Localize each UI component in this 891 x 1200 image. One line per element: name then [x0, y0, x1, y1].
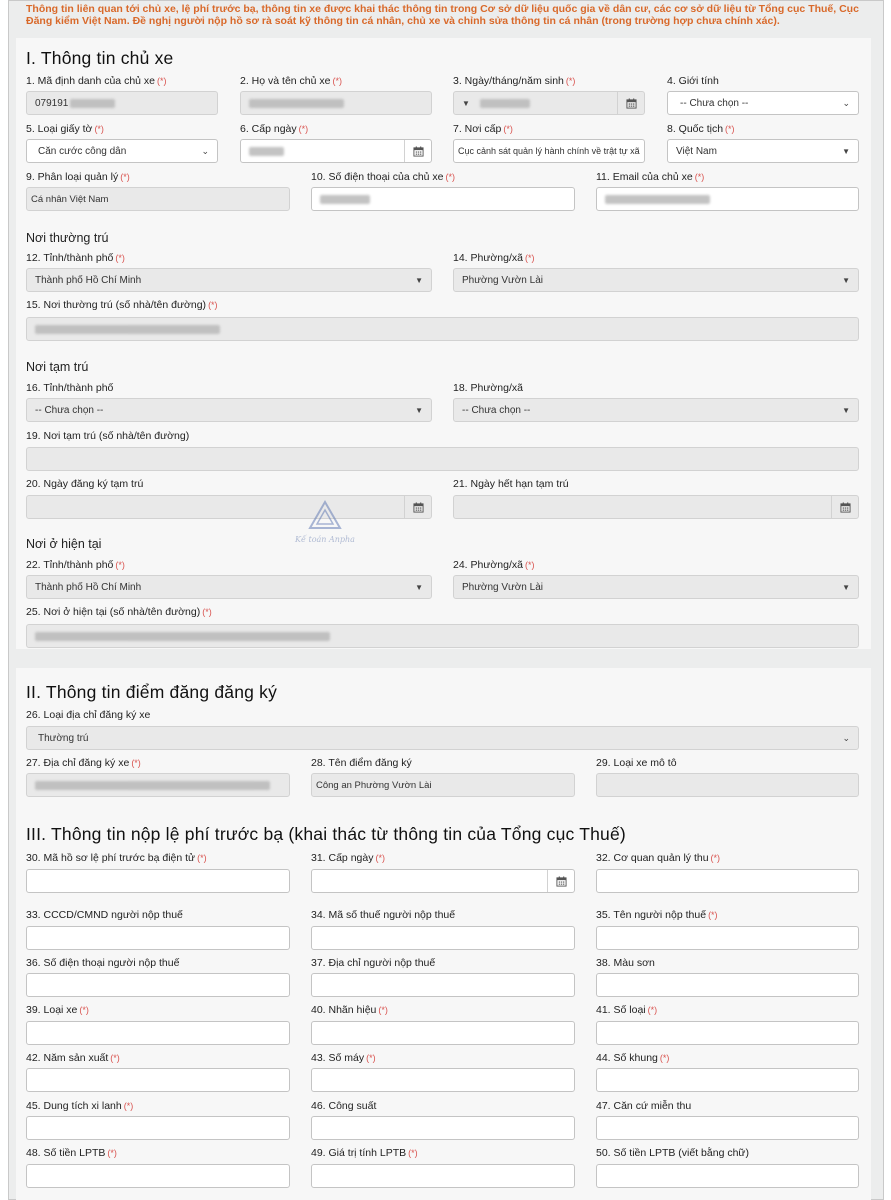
chassis-number-input[interactable] — [596, 1068, 859, 1092]
field-28-label: 28. Tên điểm đăng ký — [311, 757, 412, 769]
temporary-address-input[interactable] — [26, 447, 859, 471]
field-10-label: 10. Số điện thoại của chủ xe (*) — [311, 171, 456, 183]
field-5-label: 5. Loại giấy tờ (*) — [26, 123, 104, 135]
field-30-label: 30. Mã hồ sơ lệ phí trước bạ điện tử (*) — [26, 852, 207, 864]
registration-address-input[interactable] — [26, 773, 290, 797]
field-6-label: 6. Cấp ngày (*) — [240, 123, 309, 135]
owner-email-input[interactable] — [596, 187, 859, 211]
paint-color-input[interactable] — [596, 973, 859, 997]
calendar-icon[interactable] — [404, 140, 431, 162]
birth-date-input[interactable] — [453, 91, 645, 115]
field-36-label: 36. Số điện thoại người nộp thuế — [26, 957, 180, 969]
taxpayer-id-input[interactable] — [26, 926, 290, 950]
section-fee-title: III. Thông tin nộp lệ phí trước bạ (khai thác từ thông tin của Tổng cục Thuế) — [26, 824, 626, 844]
field-38-label: 38. Màu sơn — [596, 957, 655, 969]
field-25-label: 25. Nơi ở hiện tại (số nhà/tên đường) (*) — [26, 606, 212, 618]
redacted-value — [35, 781, 270, 790]
field-24-label: 24. Phường/xã (*) — [453, 559, 535, 571]
gender-select[interactable]: -- Chưa chọn -- ⌄ — [667, 91, 859, 115]
manufacture-year-input[interactable] — [26, 1068, 290, 1092]
issue-date-input[interactable] — [240, 139, 432, 163]
temporary-reg-date-input[interactable] — [26, 495, 432, 519]
field-29-label: 29. Loại xe mô tô — [596, 757, 677, 769]
caret-down-icon: ▼ — [415, 406, 423, 415]
document-type-select[interactable]: Căn cước công dân ⌄ — [26, 139, 218, 163]
field-21-label: 21. Ngày hết hạn tạm trú — [453, 478, 569, 490]
fee-issue-date-input[interactable] — [311, 869, 575, 893]
caret-down-icon: ▼ — [842, 276, 850, 285]
field-44-label: 44. Số khung (*) — [596, 1052, 670, 1064]
current-province-select[interactable]: Thành phố Hồ Chí Minh ▼ — [26, 575, 432, 599]
temporary-residence-heading: Nơi tạm trú — [26, 360, 89, 374]
field-32-label: 32. Cơ quan quản lý thu (*) — [596, 852, 721, 864]
current-residence-heading: Nơi ở hiện tại — [26, 537, 102, 551]
calendar-icon[interactable] — [617, 92, 644, 114]
field-19-label: 19. Nơi tạm trú (số nhà/tên đường) — [26, 430, 190, 442]
brand-input[interactable] — [311, 1021, 575, 1045]
redacted-value — [249, 99, 344, 108]
field-8-label: 8. Quốc tịch (*) — [667, 123, 735, 135]
owner-info-panel — [16, 38, 871, 649]
field-31-label: 31. Cấp ngày (*) — [311, 852, 385, 864]
field-27-label: 27. Địa chỉ đăng ký xe (*) — [26, 757, 141, 769]
caret-down-icon: ▼ — [842, 583, 850, 592]
field-39-label: 39. Loại xe (*) — [26, 1004, 89, 1016]
current-address-input[interactable] — [26, 624, 859, 648]
field-12-label: 12. Tỉnh/thành phố (*) — [26, 252, 125, 264]
field-7-label: 7. Nơi cấp (*) — [453, 123, 513, 135]
field-33-label: 33. CCCD/CMND người nộp thuế — [26, 909, 183, 921]
field-49-label: 49. Giá trị tính LPTB (*) — [311, 1147, 418, 1159]
redacted-value — [249, 147, 284, 156]
owner-id-input[interactable]: 079191 — [26, 91, 218, 115]
redacted-value — [35, 325, 220, 334]
calendar-icon[interactable] — [404, 496, 431, 518]
field-14-label: 14. Phường/xã (*) — [453, 252, 535, 264]
field-15-label: 15. Nơi thường trú (số nhà/tên đường) (*) — [26, 299, 218, 311]
model-number-input[interactable] — [596, 1021, 859, 1045]
redacted-value — [605, 195, 710, 204]
taxpayer-tax-code-input[interactable] — [311, 926, 575, 950]
field-4-label: 4. Giới tính — [667, 75, 719, 87]
section-owner-title: I. Thông tin chủ xe — [26, 48, 174, 68]
field-9-label: 9. Phân loại quản lý (*) — [26, 171, 130, 183]
field-16-label: 16. Tỉnh/thành phố — [26, 382, 114, 394]
field-40-label: 40. Nhãn hiệu (*) — [311, 1004, 388, 1016]
fee-base-value-input[interactable] — [311, 1164, 575, 1188]
permanent-ward-select[interactable]: Phường Vườn Lài ▼ — [453, 268, 859, 292]
temporary-province-select[interactable]: -- Chưa chọn -- ▼ — [26, 398, 432, 422]
field-50-label: 50. Số tiền LPTB (viết bằng chữ) — [596, 1147, 749, 1159]
field-1-label: 1. Mã định danh của chủ xe (*) — [26, 75, 167, 87]
motorbike-type-input[interactable] — [596, 773, 859, 797]
field-41-label: 41. Số loại (*) — [596, 1004, 658, 1016]
calendar-icon[interactable] — [831, 496, 858, 518]
fee-file-code-input[interactable] — [26, 869, 290, 893]
redacted-value — [70, 99, 115, 108]
registration-point-input[interactable]: Công an Phường Vườn Lài — [311, 773, 575, 797]
caret-down-icon: ▼ — [842, 406, 850, 415]
notice-text: Thông tin liên quan tới chủ xe, lệ phí trước bạ, thông tin xe được khai thác thông tin trong Cơ sở dữ liệu quốc gia về dân cư, các cơ sở dữ liệu từ Tổng cục Thuế, Cục Đăng kiểm Việt Nam. Đề nghị người nộp hồ sơ rà soát kỹ thông tin cá nhân, chủ xe và chỉnh sửa thông tin cá nhân (trong trường hợp chưa chính xác). — [26, 3, 859, 27]
field-35-label: 35. Tên người nộp thuế (*) — [596, 909, 718, 921]
temporary-ward-select[interactable]: -- Chưa chọn -- ▼ — [453, 398, 859, 422]
permanent-address-input[interactable] — [26, 317, 859, 341]
issue-place-input[interactable]: Cục cảnh sát quản lý hành chính về trật tự xã — [453, 139, 645, 163]
fee-amount-input[interactable] — [26, 1164, 290, 1188]
current-ward-select[interactable]: Phường Vườn Lài ▼ — [453, 575, 859, 599]
field-3-label: 3. Ngày/tháng/năm sinh (*) — [453, 75, 576, 87]
caret-down-icon: ▼ — [462, 98, 470, 108]
exemption-basis-input[interactable] — [596, 1116, 859, 1140]
taxpayer-address-input[interactable] — [311, 973, 575, 997]
field-20-label: 20. Ngày đăng ký tạm trú — [26, 478, 144, 490]
power-input[interactable] — [311, 1116, 575, 1140]
redacted-value — [480, 99, 530, 108]
chevron-down-icon: ⌄ — [842, 733, 850, 743]
anpha-watermark — [290, 500, 360, 544]
temporary-expiry-date-input[interactable] — [453, 495, 859, 519]
field-46-label: 46. Công suất — [311, 1100, 377, 1112]
caret-down-icon: ▼ — [415, 276, 423, 285]
permanent-residence-heading: Nơi thường trú — [26, 231, 109, 245]
field-22-label: 22. Tỉnh/thành phố (*) — [26, 559, 125, 571]
field-37-label: 37. Địa chỉ người nộp thuế — [311, 957, 436, 969]
owner-phone-input[interactable] — [311, 187, 575, 211]
address-type-select[interactable]: Thường trú ⌄ — [26, 726, 859, 750]
field-48-label: 48. Số tiền LPTB (*) — [26, 1147, 117, 1159]
taxpayer-phone-input[interactable] — [26, 973, 290, 997]
redacted-value — [320, 195, 370, 204]
chevron-down-icon: ⌄ — [842, 98, 850, 108]
fee-amount-words-input[interactable] — [596, 1164, 859, 1188]
permanent-province-select[interactable]: Thành phố Hồ Chí Minh ▼ — [26, 268, 432, 292]
nationality-select[interactable]: Việt Nam ▼ — [667, 139, 859, 163]
field-26-label: 26. Loại địa chỉ đăng ký xe — [26, 709, 151, 721]
field-2-label: 2. Họ và tên chủ xe (*) — [240, 75, 342, 87]
watermark-text: Kế toán Anpha — [295, 535, 355, 544]
chevron-down-icon: ⌄ — [201, 146, 209, 156]
logo-icon — [308, 500, 342, 530]
management-type-input[interactable]: Cá nhân Việt Nam — [26, 187, 290, 211]
taxpayer-name-input[interactable] — [596, 926, 859, 950]
redacted-value — [35, 632, 330, 641]
vehicle-type-input[interactable] — [26, 1021, 290, 1045]
caret-down-icon: ▼ — [842, 147, 850, 156]
field-45-label: 45. Dung tích xi lanh (*) — [26, 1100, 134, 1112]
caret-down-icon: ▼ — [415, 583, 423, 592]
field-34-label: 34. Mã số thuế người nộp thuế — [311, 909, 456, 921]
tax-authority-input[interactable] — [596, 869, 859, 893]
field-47-label: 47. Căn cứ miễn thu — [596, 1100, 692, 1112]
engine-number-input[interactable] — [311, 1068, 575, 1092]
section-registration-title: II. Thông tin điểm đăng đăng ký — [26, 682, 278, 702]
field-42-label: 42. Năm sản xuất (*) — [26, 1052, 120, 1064]
field-18-label: 18. Phường/xã — [453, 382, 523, 394]
field-11-label: 11. Email của chủ xe (*) — [596, 171, 705, 183]
calendar-icon[interactable] — [547, 870, 574, 892]
owner-name-input[interactable] — [240, 91, 432, 115]
cylinder-capacity-input[interactable] — [26, 1116, 290, 1140]
field-43-label: 43. Số máy (*) — [311, 1052, 376, 1064]
